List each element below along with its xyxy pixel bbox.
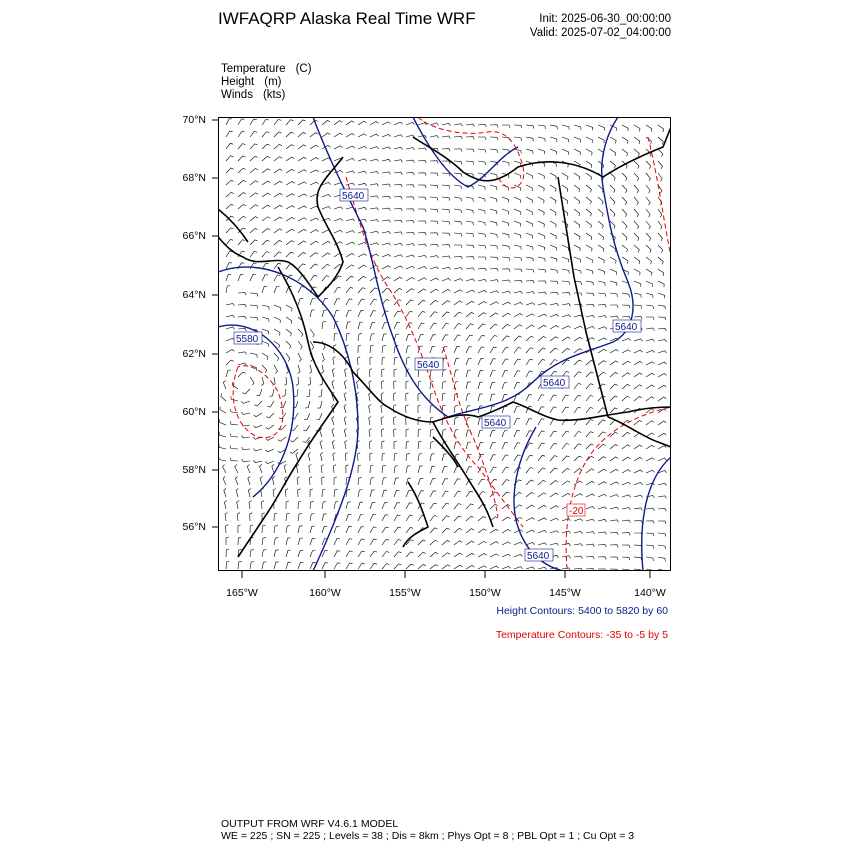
init-time: Init: 2025-06-30_00:00:00 bbox=[539, 13, 671, 25]
lon-label: 145°W bbox=[549, 587, 581, 599]
lon-label: 150°W bbox=[469, 587, 501, 599]
valid-time: Valid: 2025-07-02_04:00:00 bbox=[529, 27, 671, 39]
lon-label: 160°W bbox=[309, 587, 341, 599]
lon-label: 155°W bbox=[389, 587, 421, 599]
temperature-contour-note: Temperature Contours: -35 to -5 by 5 bbox=[495, 629, 668, 641]
lat-label: 68°N bbox=[182, 172, 206, 184]
lat-label: 56°N bbox=[182, 521, 206, 533]
field-height: Height (m) bbox=[221, 76, 282, 88]
run-times bbox=[530, 12, 671, 40]
lon-label: 140°W bbox=[634, 587, 666, 599]
svg-text:5640: 5640 bbox=[342, 191, 365, 202]
field-winds: Winds (kts) bbox=[221, 89, 286, 101]
model-name: OUTPUT FROM WRF V4.6.1 MODEL bbox=[221, 818, 399, 830]
lat-label: 64°N bbox=[182, 289, 206, 301]
lon-label: 165°W bbox=[226, 587, 258, 599]
lat-label: 62°N bbox=[182, 348, 206, 360]
lat-label: 70°N bbox=[182, 114, 206, 126]
lat-label: 58°N bbox=[182, 464, 206, 476]
lat-label: 66°N bbox=[182, 230, 206, 242]
model-footer bbox=[221, 818, 634, 842]
axis-ticks bbox=[205, 110, 685, 590]
lat-label: 60°N bbox=[182, 406, 206, 418]
svg-text:5640: 5640 bbox=[484, 418, 507, 429]
svg-text:5640: 5640 bbox=[543, 378, 566, 389]
model-config: WE = 225 ; SN = 225 ; Levels = 38 ; Dis = 8km ; Phys Opt = 8 ; PBL Opt = 1 ; Cu Opt = 3 bbox=[221, 830, 635, 842]
plot-title: IWFAQRP Alaska Real Time WRF bbox=[218, 9, 476, 28]
svg-text:5580: 5580 bbox=[236, 334, 259, 345]
height-contour-note: Height Contours: 5400 to 5820 by 60 bbox=[496, 605, 668, 617]
field-legend bbox=[221, 63, 312, 102]
svg-text:5640: 5640 bbox=[417, 360, 440, 371]
svg-text:5640: 5640 bbox=[615, 322, 638, 333]
svg-text:-20: -20 bbox=[569, 506, 584, 517]
field-temperature: Temperature (C) bbox=[221, 63, 312, 75]
svg-text:5640: 5640 bbox=[527, 551, 550, 562]
